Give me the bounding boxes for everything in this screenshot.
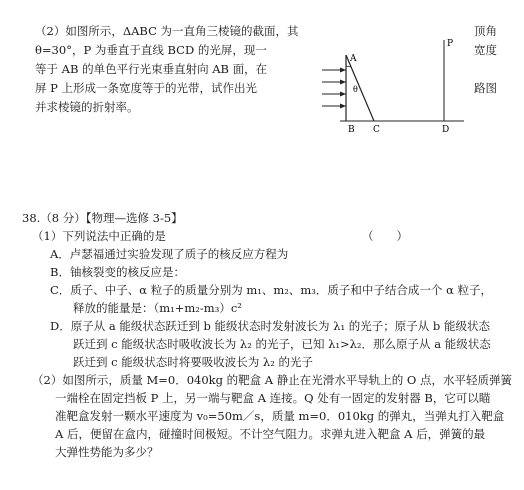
label-b: B [348,125,355,135]
q2-line: 屏 P 上形成一条宽度等于的光带，试作出光 [35,81,258,95]
option-b: B．铀核裂变的核反应是： [50,265,185,279]
sub2-line: 准靶盒发射一颗水平速度为 v₀=50m／s，质量 m=0．010kg 的弹丸，当弹丸打入靶盒 [32,409,505,423]
label-theta: θ [353,85,358,94]
q38-sub2 [22,371,512,461]
q38-sub1-text: （1）下列说法中正确的是 [32,229,166,243]
side-word: 路图 [474,81,497,95]
label-c: C [373,125,380,135]
q2-line: （2）如图所示，ΔABC 为一直角三棱镜的截面，其 [35,24,299,38]
incident-rays [322,70,346,106]
prism-side-ac [346,55,374,121]
option-c: C．质子、中子、α 粒子的质量分别为 m₁、m₂、m₃．质子和中子结合成一个 α 粒子， [50,283,492,297]
q38-options [22,245,512,371]
label-d: D [442,125,450,135]
q2-line: 等于 AB 的单色平行光束垂直射向 AB 面，在 [35,62,268,76]
sub2-line: 一端栓在固定挡板 P 上，另一端与靶盒 A 连接。Q 处有一固定的发射器 B，它可以瞄 [32,391,491,405]
option-d: D．原子从 a 能级状态跃迁到 b 能级状态时发射波长为 λ₁ 的光子；原子从 b 能级状态 [50,319,490,333]
side-word: 宽度 [474,43,497,57]
q2-line: 并求棱镜的折射率。 [35,100,139,114]
answer-bracket: （ ） [362,229,408,243]
theta-arc [346,66,351,67]
ray-arrowheads [340,68,346,109]
sub2-line: 大弹性势能为多少？ [32,445,159,459]
q38-sub1 [22,227,512,245]
question-38 [22,209,512,461]
sub2-line: （2）如图所示，质量 M=0．040kg 的靶盒 A 静止在光滑水平导轨上的 O 点，水平轻质弹簧 [32,373,512,387]
q2-line: θ=30°，P 为垂直于直线 BCD 的光屏，现一 [35,43,267,57]
sub2-line: A 后，便留在盒内，碰撞时间极短。不计空气阻力。求弹丸进入靶盒 A 后，弹簧的最 [32,427,486,441]
option-d-cont: 跃迁到 c 能级状态时吸收波长为 λ₂ 的光子，已知 λ₁>λ₂．那么原子从 a 能级状态 [50,337,491,351]
option-a: A．卢瑟福通过实验发现了质子的核反应方程为 [50,247,289,261]
label-a: A [350,54,357,64]
option-d-cont: 跃迁到 c 能级状态时将要吸收波长为 λ₂ 的光子 [50,355,313,369]
label-p: P [447,39,454,49]
q38-header: 38.（8 分）【物理—选修 3-5】 [22,211,183,225]
side-word: 顶角 [474,24,497,38]
option-c-cont: 释放的能量是：（m₁+m₂-m₃）c² [50,301,242,315]
